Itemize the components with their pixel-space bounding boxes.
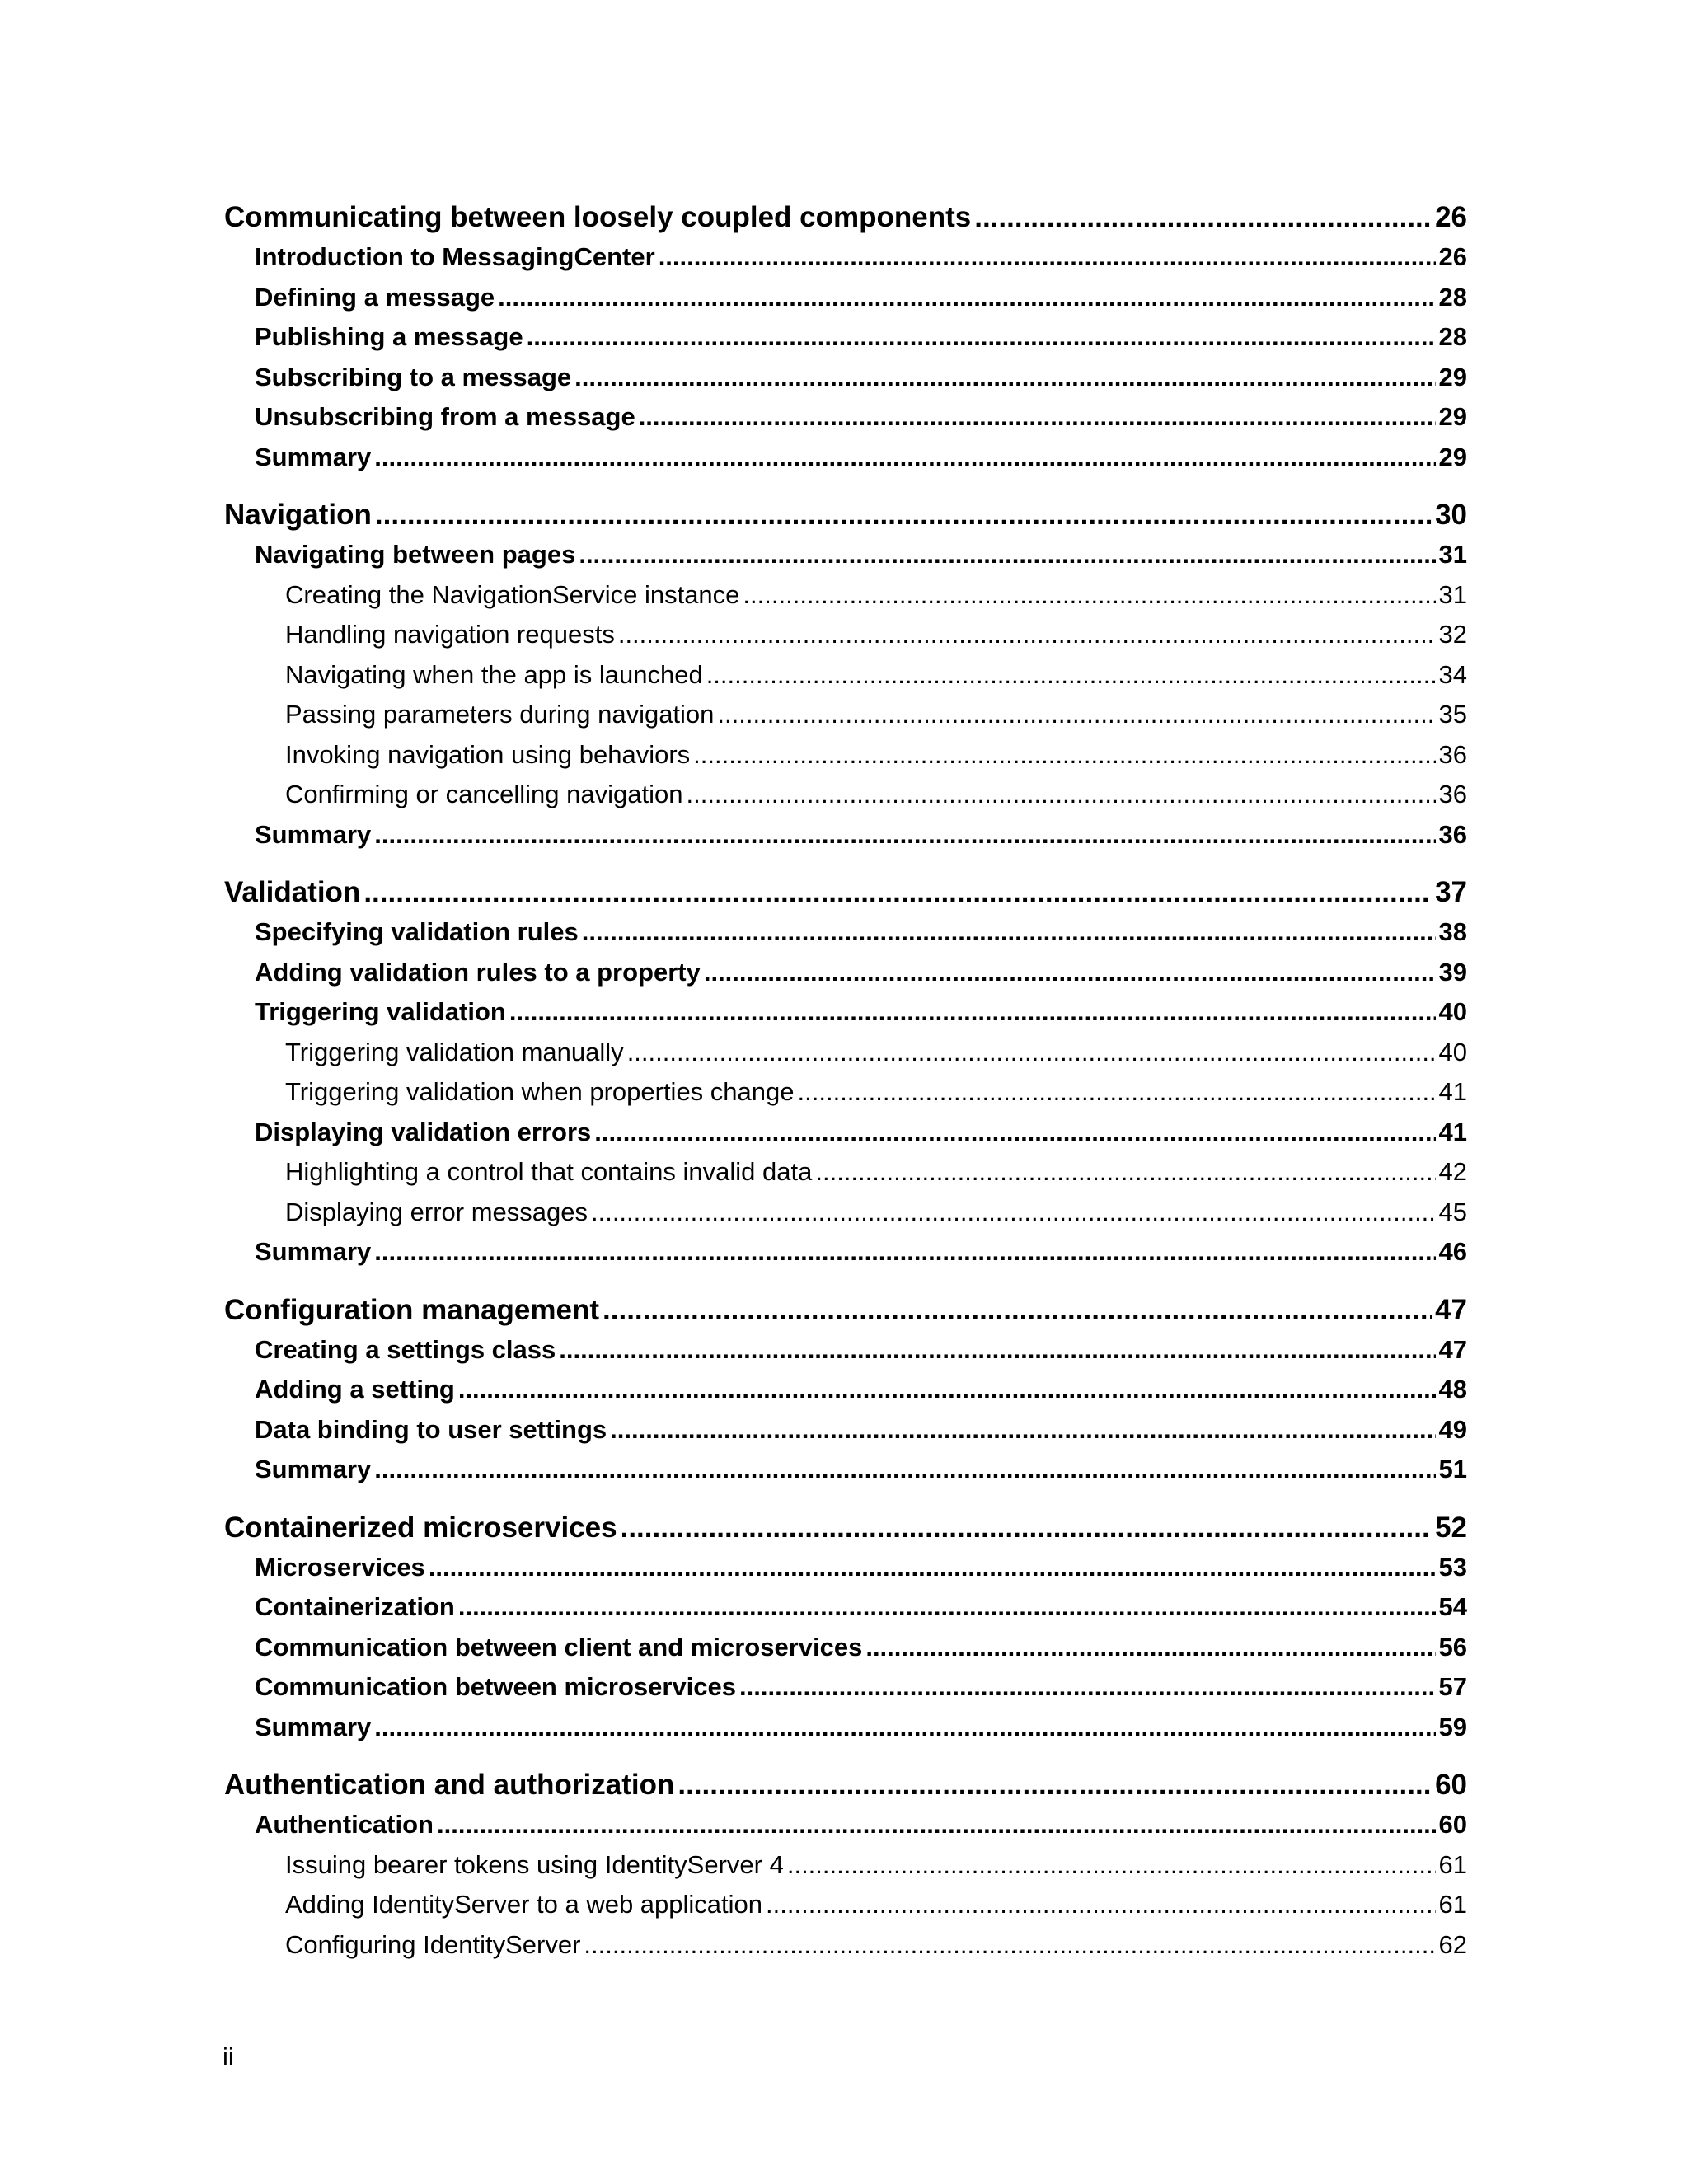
toc-entry-page-number: 57	[1438, 1672, 1467, 1701]
dot-leader	[591, 1193, 1436, 1233]
toc-entry-page-number: 28	[1438, 282, 1467, 312]
toc-entry-title: Containerization	[255, 1592, 455, 1621]
toc-entry-page-number: 41	[1438, 1077, 1467, 1106]
toc-entry-page-number: 61	[1438, 1849, 1467, 1879]
toc-entry-level-3[interactable]	[224, 1072, 1467, 1113]
toc-entry-level-2[interactable]	[224, 1667, 1467, 1708]
toc-entry-level-1[interactable]	[224, 198, 1467, 237]
dot-leader	[574, 358, 1435, 398]
toc-entry-level-2[interactable]	[224, 992, 1467, 1033]
toc-entry-level-2[interactable]	[224, 1450, 1467, 1490]
toc-entry-level-2[interactable]	[224, 1628, 1467, 1668]
toc-entry-page-number: 26	[1438, 242, 1467, 271]
toc-entry-page-number: 62	[1438, 1929, 1467, 1959]
toc-entry-title: Creating a settings class	[255, 1334, 556, 1364]
toc-entry-page-number: 36	[1438, 739, 1467, 769]
toc-entry-title: Microservices	[255, 1552, 425, 1582]
toc-entry-page-number: 46	[1438, 1237, 1467, 1266]
toc-entry-level-2[interactable]	[224, 397, 1467, 438]
dot-leader	[610, 1410, 1435, 1451]
toc-entry-title: Creating the NavigationService instance	[285, 579, 740, 609]
dot-leader	[458, 1370, 1436, 1410]
toc-entry-page-number: 48	[1438, 1375, 1467, 1404]
toc-entry-title: Data binding to user settings	[255, 1414, 607, 1444]
dot-leader	[743, 575, 1435, 616]
toc-entry-level-1[interactable]	[224, 1291, 1467, 1330]
toc-entry-page-number: 60	[1435, 1769, 1467, 1801]
toc-entry-page-number: 29	[1438, 402, 1467, 431]
toc-entry-level-2[interactable]	[224, 278, 1467, 318]
toc-entry-title: Navigation	[224, 499, 372, 531]
toc-entry-level-2[interactable]	[224, 1587, 1467, 1628]
dot-leader	[363, 873, 1432, 912]
toc-entry-title: Displaying error messages	[285, 1197, 588, 1226]
dot-leader	[627, 1033, 1436, 1073]
toc-entry-level-3[interactable]	[224, 655, 1467, 696]
toc-entry-page-number: 36	[1438, 819, 1467, 849]
toc-entry-page-number: 40	[1438, 1037, 1467, 1066]
toc-entry-level-2[interactable]	[224, 237, 1467, 278]
toc-entry-level-3[interactable]	[224, 775, 1467, 815]
dot-leader	[582, 912, 1436, 953]
toc-entry-page-number: 32	[1438, 620, 1467, 649]
dot-leader	[974, 198, 1432, 237]
toc-entry-level-2[interactable]	[224, 358, 1467, 398]
dot-leader	[374, 1708, 1435, 1748]
toc-entry-level-3[interactable]	[224, 735, 1467, 776]
toc-entry-title: Configuration management	[224, 1293, 600, 1326]
dot-leader	[509, 992, 1436, 1033]
toc-entry-page-number: 35	[1438, 700, 1467, 729]
toc-entry-level-2[interactable]	[224, 1232, 1467, 1272]
dot-leader	[621, 1508, 1432, 1548]
toc-entry-title: Triggering validation when properties change	[285, 1077, 795, 1106]
toc-entry-title: Passing parameters during navigation	[285, 700, 715, 729]
toc-entry-title: Summary	[255, 1712, 372, 1741]
dot-leader	[374, 1450, 1435, 1490]
toc-entry-title: Defining a message	[255, 282, 495, 312]
page-number: ii	[223, 2042, 234, 2071]
dot-leader	[374, 438, 1435, 478]
toc-entry-title: Communication between microservices	[255, 1672, 737, 1701]
dot-leader	[704, 953, 1436, 993]
dot-leader	[798, 1072, 1436, 1113]
dot-leader	[579, 535, 1435, 575]
toc-entry-page-number: 37	[1435, 876, 1467, 908]
toc-entry-page-number: 59	[1438, 1712, 1467, 1741]
toc-entry-title: Summary	[255, 442, 372, 471]
toc-entry-level-2[interactable]	[224, 1410, 1467, 1451]
toc-entry-level-3[interactable]	[224, 1845, 1467, 1886]
toc-entry-level-3[interactable]	[224, 1193, 1467, 1233]
toc-entry-page-number: 53	[1438, 1552, 1467, 1582]
toc-entry-page-number: 52	[1435, 1511, 1467, 1544]
toc-entry-title: Introduction to MessagingCenter	[255, 242, 655, 271]
dot-leader	[787, 1845, 1436, 1886]
toc-entry-page-number: 41	[1438, 1117, 1467, 1146]
toc-entry-page-number: 42	[1438, 1157, 1467, 1186]
toc-entry-level-2[interactable]	[224, 1113, 1467, 1153]
toc-entry-page-number: 38	[1438, 917, 1467, 946]
toc-entry-level-2[interactable]	[224, 438, 1467, 478]
toc-entry-level-2[interactable]	[224, 1370, 1467, 1410]
toc-entry-title: Triggering validation	[255, 997, 506, 1026]
toc-entry-page-number: 29	[1438, 442, 1467, 471]
toc-entry-title: Adding IdentityServer to a web application	[285, 1890, 763, 1919]
toc-entry-page-number: 47	[1438, 1334, 1467, 1364]
toc-entry-title: Adding a setting	[255, 1375, 455, 1404]
toc-entry-page-number: 31	[1438, 540, 1467, 569]
toc-entry-title: Authentication	[255, 1810, 434, 1839]
toc-entry-level-2[interactable]	[224, 1330, 1467, 1371]
toc-entry-title: Communicating between loosely coupled components	[224, 201, 972, 233]
toc-entry-page-number: 39	[1438, 957, 1467, 987]
toc-entry-level-1[interactable]	[224, 1765, 1467, 1805]
dot-leader	[686, 775, 1435, 815]
dot-leader	[594, 1113, 1435, 1153]
toc-entry-title: Publishing a message	[255, 322, 523, 351]
dot-leader	[374, 815, 1435, 855]
dot-leader	[678, 1765, 1432, 1805]
dot-leader	[717, 695, 1435, 735]
dot-leader	[374, 1232, 1435, 1272]
toc-entry-page-number: 56	[1438, 1632, 1467, 1661]
dot-leader	[559, 1330, 1435, 1371]
dot-leader	[498, 278, 1435, 318]
toc-entry-level-2[interactable]	[224, 953, 1467, 993]
toc-entry-level-2[interactable]	[224, 815, 1467, 855]
toc-entry-page-number: 31	[1438, 579, 1467, 609]
toc-entry-page-number: 60	[1438, 1810, 1467, 1839]
toc-entry-page-number: 54	[1438, 1592, 1467, 1621]
toc-entry-title: Containerized microservices	[224, 1511, 617, 1544]
toc-entry-level-2[interactable]	[224, 535, 1467, 575]
toc-entry-title: Triggering validation manually	[285, 1037, 624, 1066]
dot-leader	[639, 397, 1436, 438]
toc-entry-level-3[interactable]	[224, 695, 1467, 735]
toc-entry-level-2[interactable]	[224, 1708, 1467, 1748]
toc-entry-title: Summary	[255, 1455, 372, 1483]
toc-entry-title: Navigating between pages	[255, 540, 576, 569]
toc-entry-title: Summary	[255, 819, 372, 849]
toc-entry-title: Specifying validation rules	[255, 917, 579, 946]
dot-leader	[375, 495, 1432, 535]
dot-leader	[865, 1628, 1435, 1668]
toc-entry-title: Invoking navigation using behaviors	[285, 739, 691, 769]
dot-leader	[429, 1548, 1436, 1588]
dot-leader	[618, 615, 1436, 655]
toc-entry-page-number: 61	[1438, 1890, 1467, 1919]
dot-leader	[527, 317, 1436, 358]
toc-entry-title: Handling navigation requests	[285, 620, 615, 649]
toc-entry-title: Communication between client and microservices	[255, 1632, 863, 1661]
toc-entry-level-1[interactable]	[224, 495, 1467, 535]
toc-entry-level-2[interactable]	[224, 912, 1467, 953]
dot-leader	[766, 1885, 1435, 1925]
dot-leader	[659, 237, 1436, 278]
dot-leader	[693, 735, 1435, 776]
toc-entry-title: Configuring IdentityServer	[285, 1929, 581, 1959]
toc-entry-title: Confirming or cancelling navigation	[285, 780, 683, 808]
toc-entry-page-number: 29	[1438, 362, 1467, 391]
toc-entry-page-number: 49	[1438, 1414, 1467, 1444]
toc-entry-level-3[interactable]	[224, 1033, 1467, 1073]
toc-entry-page-number: 45	[1438, 1197, 1467, 1226]
toc-entry-level-3[interactable]	[224, 1152, 1467, 1193]
dot-leader	[437, 1805, 1436, 1845]
toc-entry-level-3[interactable]	[224, 615, 1467, 655]
toc-entry-title: Displaying validation errors	[255, 1117, 592, 1146]
dot-leader	[739, 1667, 1435, 1708]
toc-entry-title: Validation	[224, 876, 361, 908]
toc-entry-page-number: 26	[1435, 201, 1467, 233]
dot-leader	[815, 1152, 1435, 1193]
toc-entry-title: Highlighting a control that contains invalid data	[285, 1157, 813, 1186]
toc-entry-title: Unsubscribing from a message	[255, 402, 635, 431]
toc-entry-title: Issuing bearer tokens using IdentityServer 4	[285, 1849, 784, 1879]
toc-entry-level-1[interactable]	[224, 873, 1467, 912]
toc-entry-level-2[interactable]	[224, 317, 1467, 358]
toc-entry-title: Subscribing to a message	[255, 362, 572, 391]
dot-leader	[458, 1587, 1436, 1628]
toc-entry-level-2[interactable]	[224, 1805, 1467, 1845]
toc-entry-page-number: 30	[1435, 499, 1467, 531]
toc-entry-page-number: 47	[1435, 1293, 1467, 1326]
dot-leader	[706, 655, 1436, 696]
toc-entry-title: Summary	[255, 1237, 372, 1266]
toc-entry-page-number: 28	[1438, 322, 1467, 351]
dot-leader	[584, 1925, 1435, 1966]
toc-entry-level-3[interactable]	[224, 575, 1467, 616]
toc-entry-title: Navigating when the app is launched	[285, 659, 703, 689]
toc-entry-level-3[interactable]	[224, 1925, 1467, 1966]
toc-entry-page-number: 34	[1438, 659, 1467, 689]
toc-entry-level-1[interactable]	[224, 1508, 1467, 1548]
toc-entry-title: Adding validation rules to a property	[255, 957, 701, 987]
toc-entry-title: Authentication and authorization	[224, 1769, 675, 1801]
toc-entry-level-2[interactable]	[224, 1548, 1467, 1588]
table-of-contents	[224, 198, 1467, 1965]
toc-entry-page-number: 40	[1438, 997, 1467, 1026]
toc-entry-page-number: 36	[1438, 780, 1467, 808]
dot-leader	[603, 1291, 1432, 1330]
toc-entry-page-number: 51	[1438, 1455, 1467, 1483]
toc-entry-level-3[interactable]	[224, 1885, 1467, 1925]
